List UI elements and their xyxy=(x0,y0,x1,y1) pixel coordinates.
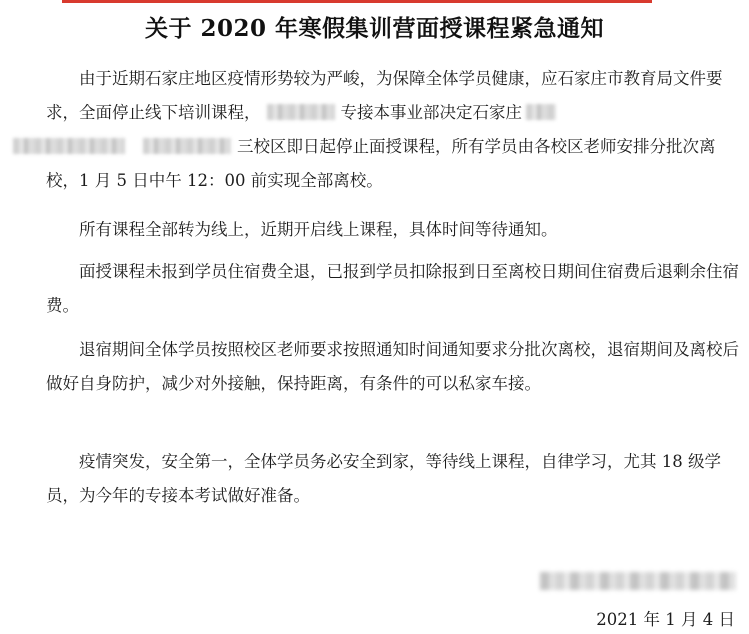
top-red-rule xyxy=(62,0,652,3)
paragraph-3: 面授课程未报到学员住宿费全退，已报到学员扣除报到日至离校日期间住宿费后退剩余住宿费。 xyxy=(46,262,739,315)
redacted-signature-blur xyxy=(540,572,736,590)
redacted-blur xyxy=(143,138,231,154)
paragraph-1-part-a: 由于近期石家庄地区疫情形势较为严峻，为保障全体学员健康，应石家庄市教育局文件要求，全面停止线下培训课程， xyxy=(46,69,723,122)
notice-title: 关于 2020 年寒假集训营面授课程紧急通知 xyxy=(144,15,605,42)
redacted-blur xyxy=(267,104,335,120)
paragraph-2: 所有课程全部转为线上，近期开启线上课程，具体时间等待通知。 xyxy=(79,220,558,239)
notice-date: 2021 年 1 月 4 日 xyxy=(596,610,735,629)
paragraph-5: 疫情突发，安全第一，全体学员务必安全到家，等待线上课程，自律学习，尤其 18 级学员，为今年的专接本考试做好准备。 xyxy=(46,452,721,505)
redacted-blur xyxy=(13,138,125,154)
paragraph-1 xyxy=(46,62,746,198)
paragraph-1-part-b: 专接本事业部决定石家庄 xyxy=(340,103,522,122)
redacted-blur xyxy=(526,104,556,120)
paragraph-4: 退宿期间全体学员按照校区老师要求按照通知时间通知要求分批次离校，退宿期间及离校后做好自身防护，减少对外接触，保持距离，有条件的可以私家车接。 xyxy=(46,340,739,393)
paragraph-1-part-c: 三校区即日起停止面授课程，所有学员由各校区老师安排分批次离校，1 月 5 日中午 12：00 前实现全部离校。 xyxy=(46,137,716,190)
